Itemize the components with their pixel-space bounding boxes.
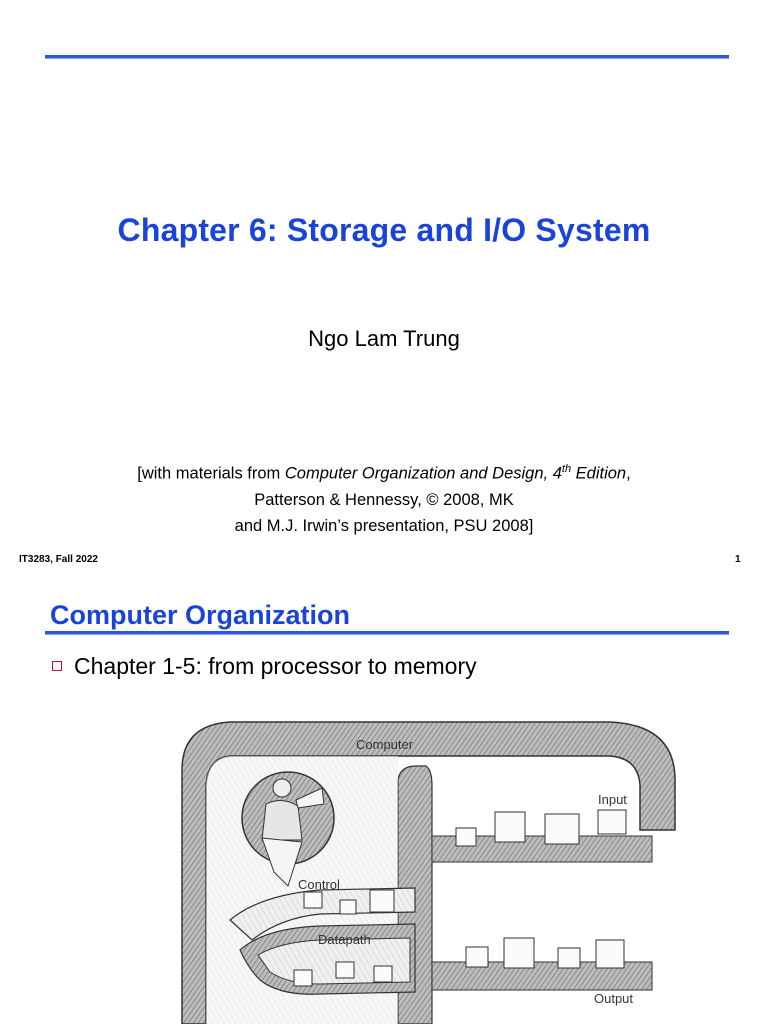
bullet-square-icon [52,661,62,671]
section-title: Computer Organization [50,600,351,630]
footer-page-number: 1 [735,554,741,565]
edition-word: Edition [571,464,627,483]
datapath-label: Datapath [318,932,371,947]
output-shelf [432,938,652,1006]
credits-block [0,456,768,539]
credits-line-2: Patterson & Hennessy, © 2008, MK [254,490,514,509]
input-label: Input [598,792,627,807]
section-rule [45,631,729,634]
credits-line-1 [0,456,768,487]
credits-prefix: [with materials from [137,464,285,483]
credits-comma: , [626,464,631,483]
computer-label: Computer [356,737,414,752]
top-rule [45,55,729,58]
credits-line-3: and M.J. Irwin’s presentation, PSU 2008] [234,516,534,535]
edition-superscript: th [561,463,572,475]
bullet-text: Chapter 1-5: from processor to memory [74,653,477,679]
control-label: Control [298,877,340,892]
datapath-path [240,924,415,994]
footer-course: IT3283, Fall 2022 [19,554,98,565]
computer-organization-illustration [170,700,690,1024]
author-name: Ngo Lam Trung [308,326,460,351]
output-label: Output [594,991,634,1006]
slide-title: Chapter 6: Storage and I/O System [117,212,651,248]
book-title: Computer Organization and Design, 4 [284,464,562,483]
input-shelf [432,792,652,862]
